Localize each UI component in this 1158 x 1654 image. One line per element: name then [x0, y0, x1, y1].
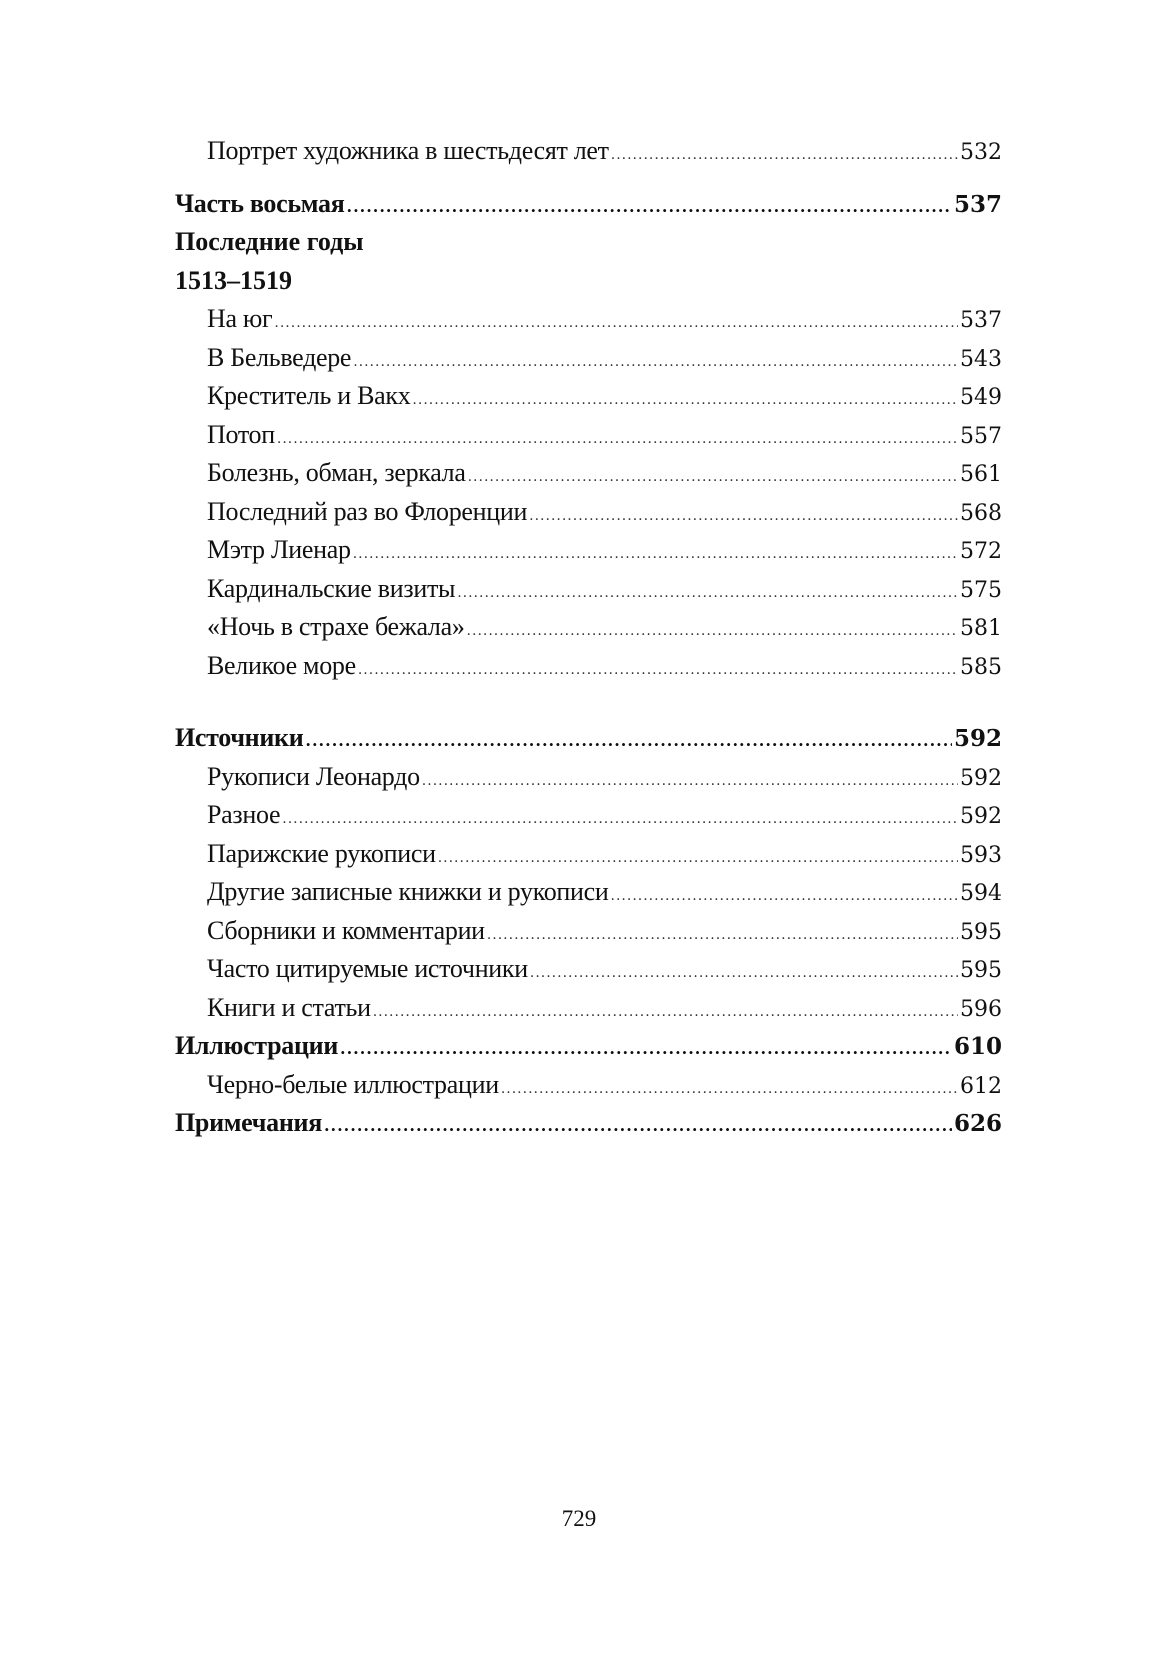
toc-entry-page: 595 — [960, 919, 1002, 945]
toc-entry[interactable] — [175, 531, 1002, 570]
toc-section-page: 610 — [953, 1033, 1002, 1060]
toc-entry-title: Черно-белые иллюстрации — [207, 1069, 499, 1099]
toc-entry-title: Парижские рукописи — [207, 838, 436, 868]
leader-dots — [274, 304, 958, 343]
leader-dots — [422, 762, 958, 801]
toc-entry-page: 612 — [960, 1073, 1002, 1099]
toc-entry-page: 596 — [960, 996, 1002, 1022]
toc-entry-page: 549 — [960, 385, 1002, 410]
leader-dots — [467, 612, 958, 651]
toc-entry-title: Креститель и Вакх — [207, 381, 411, 410]
leader-dots — [353, 343, 958, 382]
toc-entry-title: Другие записные книжки и рукописи — [207, 877, 609, 906]
toc-entry[interactable] — [175, 873, 1002, 912]
toc-section-title: Источники — [175, 723, 304, 752]
toc-entry[interactable] — [175, 339, 1002, 378]
toc-part-page: 537 — [953, 190, 1002, 218]
part-years: 1513–1519 — [175, 265, 292, 295]
toc-entry[interactable] — [175, 416, 1002, 455]
toc-entry-title: Потоп — [207, 419, 275, 449]
toc-entry[interactable] — [175, 132, 1002, 171]
toc-part-eight[interactable] — [175, 185, 1002, 224]
toc-entry-page: 572 — [960, 539, 1002, 564]
toc-entry[interactable] — [175, 989, 1002, 1028]
page-number: 729 — [561, 1506, 597, 1531]
toc-entry-page: 593 — [960, 842, 1002, 868]
toc-entry-title: Портрет художника в шестьдесят лет — [207, 136, 609, 165]
leader-dots — [457, 574, 958, 613]
leader-dots — [358, 651, 958, 690]
toc-entry[interactable] — [175, 758, 1002, 797]
toc-entry-page: 575 — [960, 577, 1002, 603]
leader-dots — [353, 535, 958, 574]
leader-dots — [305, 722, 952, 761]
leader-dots — [530, 954, 958, 993]
toc-entry-page: 592 — [960, 804, 1002, 829]
toc-notes[interactable] — [175, 1104, 1002, 1143]
leader-dots — [501, 1070, 958, 1109]
toc-entry-title: «Ночь в страхе бежала» — [207, 612, 465, 641]
toc-section-title: Иллюстрации — [175, 1031, 338, 1060]
toc-entry-page: 592 — [960, 765, 1002, 791]
leader-dots — [487, 916, 958, 955]
toc-entry[interactable] — [175, 796, 1002, 835]
toc-entry-title: Мэтр Лиенар — [207, 535, 351, 564]
toc-entry[interactable] — [175, 912, 1002, 951]
toc-entry[interactable] — [175, 570, 1002, 609]
toc-entry-page: 557 — [960, 423, 1002, 449]
leader-dots — [468, 458, 958, 497]
toc-entry-title: Болезнь, обман, зеркала — [207, 458, 466, 487]
toc-section-page: 626 — [953, 1110, 1002, 1137]
toc-entry-title: На юг — [207, 304, 273, 333]
toc-section-title: Примечания — [175, 1108, 322, 1137]
leader-dots — [529, 497, 958, 536]
leader-dots — [282, 800, 958, 839]
leader-dots — [412, 381, 958, 420]
toc-entry-title: В Бельведере — [207, 342, 352, 372]
toc-entry[interactable] — [175, 493, 1002, 532]
leader-dots — [438, 839, 958, 878]
leader-dots — [611, 136, 958, 175]
toc-entry-page: 561 — [960, 462, 1002, 487]
toc-entry-page: 595 — [960, 958, 1002, 983]
toc-entry[interactable] — [175, 950, 1002, 989]
leader-dots — [324, 1107, 952, 1146]
leader-dots — [340, 1030, 952, 1069]
toc-entry[interactable] — [175, 454, 1002, 493]
toc-section-page: 592 — [953, 725, 1002, 752]
toc-entry-page: 585 — [960, 654, 1002, 680]
toc-sources[interactable] — [175, 719, 1002, 758]
toc-entry-page: 537 — [960, 308, 1002, 333]
toc-entry-page: 594 — [960, 881, 1002, 906]
toc-entry-title: Последний раз во Флоренции — [207, 496, 528, 526]
toc-entry-page: 532 — [960, 140, 1002, 165]
leader-dots — [373, 993, 958, 1032]
toc-entry-title: Великое море — [207, 650, 356, 680]
toc-entry-title: Кардинальские визиты — [207, 573, 456, 603]
leader-dots — [611, 877, 958, 916]
leader-dots — [277, 420, 958, 459]
toc-entry[interactable] — [175, 647, 1002, 686]
toc-entry[interactable] — [175, 300, 1002, 339]
part-subtitle: Последние годы — [175, 227, 364, 256]
toc-entry-page: 543 — [960, 346, 1002, 372]
toc-entry-title: Разное — [207, 800, 281, 829]
table-of-contents — [175, 132, 1002, 1143]
toc-entry-page: 581 — [960, 616, 1002, 641]
leader-dots — [347, 188, 952, 227]
toc-entry-title: Сборники и комментарии — [207, 915, 485, 945]
toc-entry-title: Книги и статьи — [207, 992, 371, 1022]
toc-entry-title: Рукописи Леонардо — [207, 761, 420, 791]
toc-entry[interactable] — [175, 1066, 1002, 1105]
toc-illustrations[interactable] — [175, 1027, 1002, 1066]
toc-entry-page: 568 — [960, 500, 1002, 526]
toc-part-title: Часть восьмая — [175, 188, 345, 218]
toc-entry-title: Часто цитируемые источники — [207, 954, 528, 983]
toc-entry[interactable] — [175, 377, 1002, 416]
toc-entry[interactable] — [175, 835, 1002, 874]
toc-entry[interactable] — [175, 608, 1002, 647]
